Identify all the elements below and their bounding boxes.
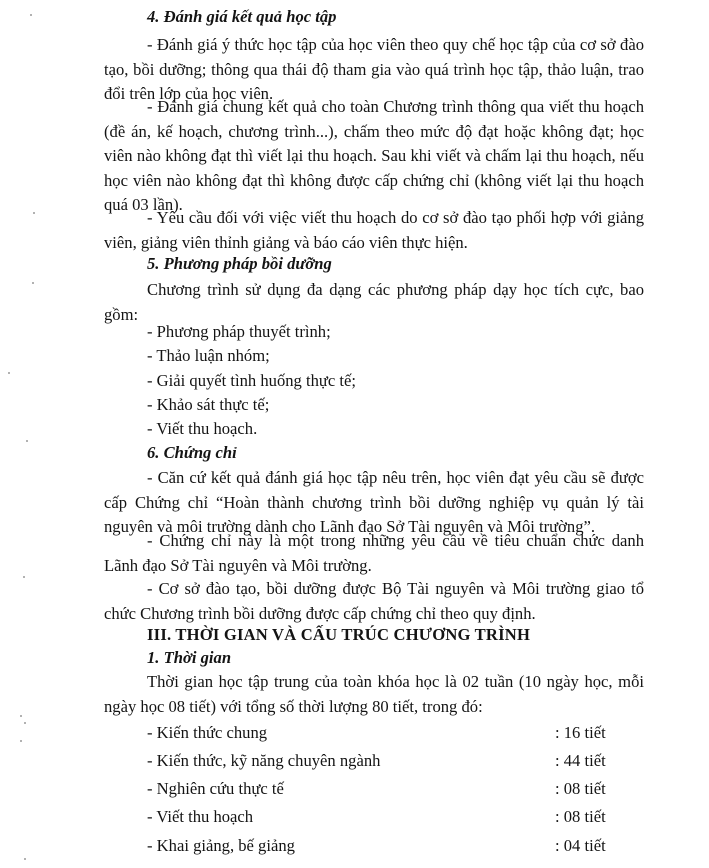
section-heading: 6. Chứng chỉ xyxy=(147,443,237,462)
duration-value: : 44 tiết xyxy=(555,751,606,770)
scan-speck xyxy=(33,212,35,214)
scan-speck xyxy=(20,715,22,717)
section-heading: 5. Phương pháp bồi dưỡng xyxy=(147,254,332,273)
scan-speck xyxy=(20,740,22,742)
duration-value: : 16 tiết xyxy=(555,723,606,742)
duration-label: - Kiến thức chung xyxy=(147,723,268,742)
section-heading: 4. Đánh giá kết quả học tập xyxy=(147,7,337,26)
scan-speck xyxy=(24,858,26,860)
scan-speck xyxy=(26,440,28,442)
paragraph: - Căn cứ kết quả đánh giá học tập nêu trên, học viên đạt yêu cầu sẽ được cấp Chứng chỉ “Hoàn thành chương trình bồi dưỡng nghiệp vụ quản lý tài nguyên và môi trường dành cho Lãnh đạo Sở Tài nguyên và Môi trường”. xyxy=(104,468,644,536)
list-item: - Giải quyết tình huống thực tế; xyxy=(147,371,357,390)
scan-speck xyxy=(32,282,34,284)
duration-value: : 04 tiết xyxy=(555,836,606,855)
paragraph: - Yêu cầu đối với việc viết thu hoạch do cơ sở đào tạo phối hợp với giảng viên, giảng viên thỉnh giảng và báo cáo viên thực hiện. xyxy=(104,208,644,252)
scan-speck xyxy=(30,14,32,16)
duration-label: - Khai giảng, bế giảng xyxy=(147,836,295,855)
duration-label: - Kiến thức, kỹ năng chuyên ngành xyxy=(147,751,381,770)
paragraph: - Đánh giá ý thức học tập của học viên theo quy chế học tập của cơ sở đào tạo, bồi dưỡng; thông qua thái độ tham gia vào quá trình học tập, thảo luận, trao đổi trên lớp của học viên. xyxy=(104,35,644,103)
list-item: - Khảo sát thực tế; xyxy=(147,395,270,414)
paragraph: - Chứng chỉ này là một trong những yêu cầu về tiêu chuẩn chức danh Lãnh đạo Sở Tài nguyên và Môi trường. xyxy=(104,531,644,575)
duration-value: : 08 tiết xyxy=(555,779,606,798)
scan-speck xyxy=(24,722,26,724)
paragraph: - Đánh giá chung kết quả cho toàn Chương trình thông qua viết thu hoạch (đề án, kế hoạch, chương trình...), chấm theo mức độ đạt hoặc không đạt; học viên nào không đạt thì viết lại thu hoạch. Sau khi viết và chấm lại thu hoạch, nếu học viên nào không đạt thì không được cấp chứng chỉ (không viết lại thu hoạch quá 03 lần). xyxy=(104,97,644,214)
list-item: - Thảo luận nhóm; xyxy=(147,346,270,365)
scan-speck xyxy=(8,372,10,374)
duration-value: : 08 tiết xyxy=(555,807,606,826)
list-item: - Phương pháp thuyết trình; xyxy=(147,322,331,341)
list-item: - Viết thu hoạch. xyxy=(147,419,258,438)
sub-heading: 1. Thời gian xyxy=(147,648,232,667)
duration-label: - Nghiên cứu thực tế xyxy=(147,779,284,798)
paragraph: Chương trình sử dụng đa dạng các phương pháp dạy học tích cực, bao gồm: xyxy=(104,280,644,324)
scan-speck xyxy=(23,576,25,578)
paragraph: - Cơ sở đào tạo, bồi dưỡng được Bộ Tài nguyên và Môi trường giao tổ chức Chương trình bồi dưỡng được cấp chứng chỉ theo quy định. xyxy=(104,579,644,623)
duration-label: - Viết thu hoạch xyxy=(147,807,254,826)
part-heading: III. THỜI GIAN VÀ CẤU TRÚC CHƯƠNG TRÌNH xyxy=(147,625,531,644)
paragraph: Thời gian học tập trung của toàn khóa học là 02 tuần (10 ngày học, mỗi ngày học 08 tiết) với tổng số thời lượng 80 tiết, trong đó: xyxy=(104,672,644,716)
